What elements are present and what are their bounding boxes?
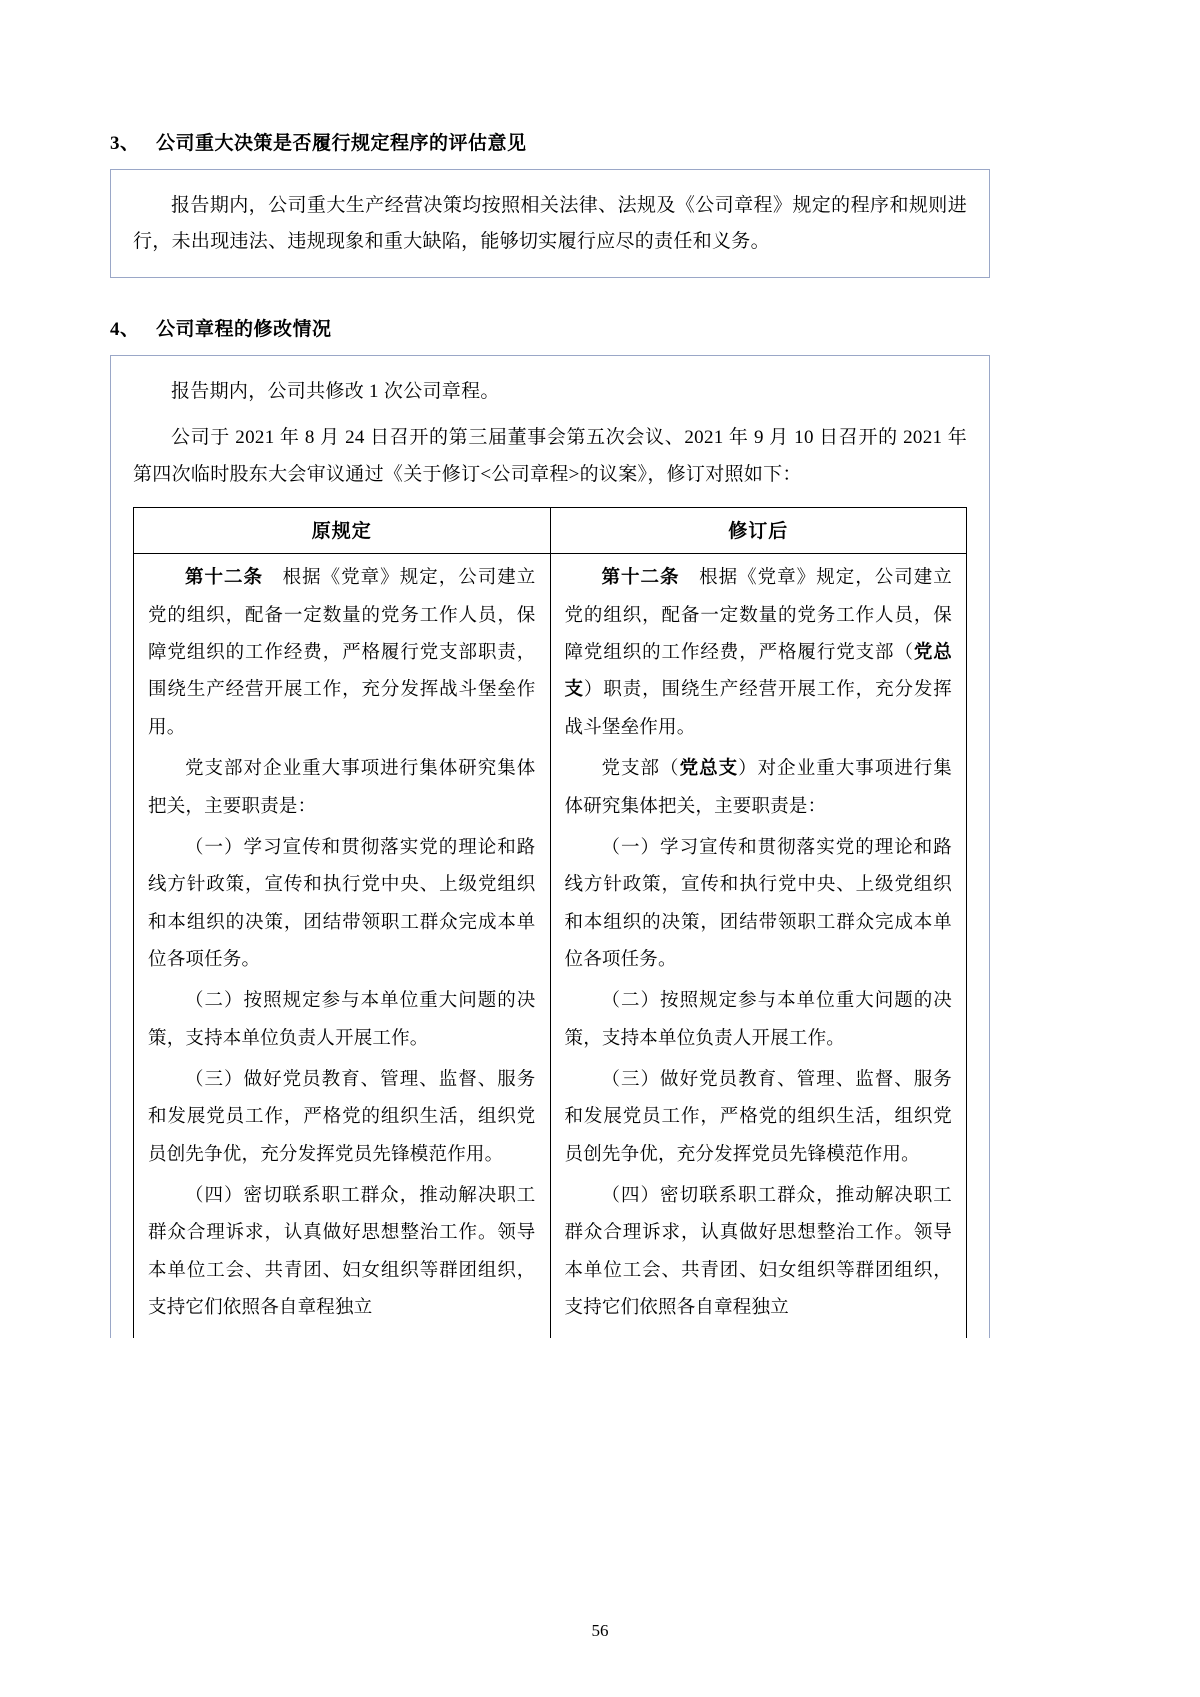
clause-body-a: 党支部（	[601, 759, 680, 780]
clause-paragraph	[148, 560, 536, 747]
table-header-row	[134, 508, 967, 554]
section-number: 4、	[110, 318, 140, 340]
section-3-box	[110, 169, 990, 278]
page-content	[110, 128, 990, 1338]
clause-paragraph: （二）按照规定参与本单位重大问题的决策，支持本单位负责人开展工作。	[148, 991, 536, 1049]
clause-paragraph: 党支部对企业重大事项进行集体研究集体把关，主要职责是：	[148, 759, 536, 817]
clause-number: 第十二条	[185, 568, 264, 589]
clause-paragraph	[565, 560, 953, 747]
paragraph: 公司于 2021 年 8 月 24 日召开的第三届董事会第五次会议、2021 年 9 月 10 日召开的 2021 年第四次临时股东大会审议通过《关于修订<公司章程>的议案》，修订对照如下：	[133, 427, 967, 485]
clause-paragraph	[565, 751, 953, 826]
clause-number: 第十二条	[601, 568, 680, 589]
paragraph: 报告期内，公司重大生产经营决策均按照相关法律、法规及《公司章程》规定的程序和规则进行，未出现违法、违规现象和重大缺陷，能够切实履行应尽的责任和义务。	[133, 195, 967, 253]
clause-paragraph: （一）学习宣传和贯彻落实党的理论和路线方针政策，宣传和执行党中央、上级党组织和本组织的决策，团结带领职工群众完成本单位各项任务。	[148, 837, 536, 970]
clause-paragraph: （三）做好党员教育、管理、监督、服务和发展党员工作，严格党的组织生活，组织党员创先争优，充分发挥党员先锋模范作用。	[564, 1070, 952, 1165]
page-number: 56	[591, 1621, 609, 1640]
charter-amendment-table	[133, 507, 967, 1337]
clause-paragraph: （三）做好党员教育、管理、监督、服务和发展党员工作，严格党的组织生活，组织党员创先争优，充分发挥党员先锋模范作用。	[148, 1070, 536, 1165]
clause-paragraph: （一）学习宣传和贯彻落实党的理论和路线方针政策，宣传和执行党中央、上级党组织和本组织的决策，团结带领职工群众完成本单位各项任务。	[564, 837, 952, 970]
cell-revised-text	[550, 554, 967, 1338]
clause-paragraph: （四）密切联系职工群众，推动解决职工群众合理诉求，认真做好思想整治工作。领导本单位工会、共青团、妇女组织等群团组织，支持它们依照各自章程独立	[564, 1186, 952, 1319]
clause-body-b: ）对企业重大事项进行集体研究集体把关，主要职责是：	[564, 759, 953, 817]
table-row	[134, 554, 967, 1338]
section-heading-4	[110, 314, 990, 341]
section-title: 公司重大决策是否履行规定程序的评估意见	[156, 133, 527, 154]
section-heading-3	[110, 128, 990, 155]
section-4-box	[110, 355, 990, 1338]
clause-paragraph: （二）按照规定参与本单位重大问题的决策，支持本单位负责人开展工作。	[564, 991, 952, 1049]
clause-body: 根据《党章》规定，公司建立党的组织，配备一定数量的党务工作人员，保障党组织的工作经费，严格履行党支部职责，围绕生产经营开展工作，充分发挥战斗堡垒作用。	[148, 568, 536, 738]
clause-body-a: 根据《党章》规定，公司建立党的组织，配备一定数量的党务工作人员，保障党组织的工作经费，严格履行党支部（	[564, 568, 952, 664]
clause-emphasis: 党总支	[679, 759, 739, 780]
clause-emphasis: 党总支	[564, 643, 953, 701]
section-title: 公司章程的修改情况	[156, 318, 332, 340]
paragraph: 报告期内，公司共修改 1 次公司章程。	[171, 380, 500, 402]
section-number: 3、	[110, 133, 140, 154]
column-header-original: 原规定	[134, 508, 551, 554]
clause-paragraph: （四）密切联系职工群众，推动解决职工群众合理诉求，认真做好思想整治工作。领导本单位工会、共青团、妇女组织等群团组织，支持它们依照各自章程独立	[148, 1186, 536, 1319]
column-header-revised: 修订后	[550, 508, 967, 554]
clause-body-b: ）职责，围绕生产经营开展工作，充分发挥战斗堡垒作用。	[564, 680, 952, 738]
cell-original-text	[134, 554, 551, 1338]
